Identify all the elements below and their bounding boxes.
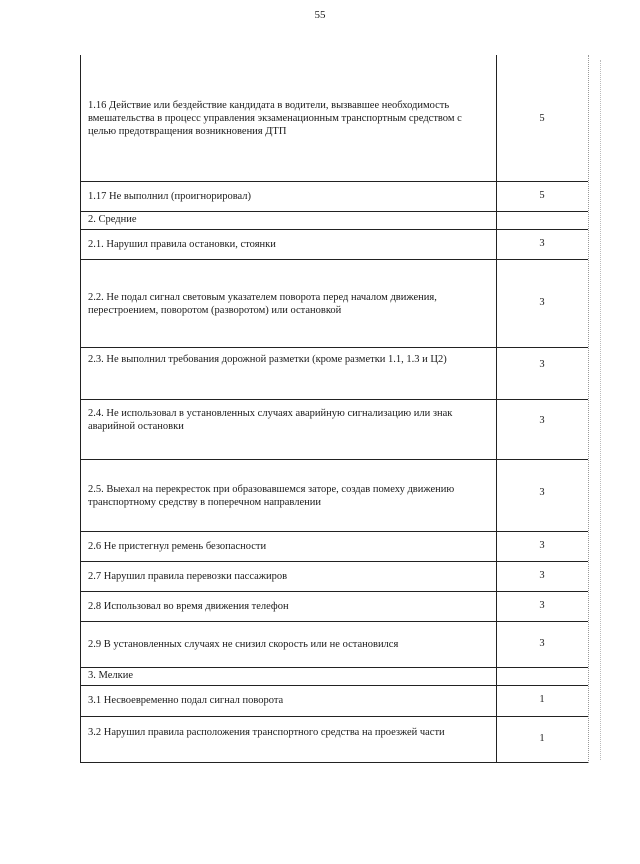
violation-text: 2.2. Не подал сигнал световым указателем поворота перед началом движения, перестроением, поворотом (разворотом) или остановкой xyxy=(88,292,437,316)
penalty-score: 3 xyxy=(539,238,545,249)
violation-text: 2.9 В установленных случаях не снизил скорость или не остановился xyxy=(88,639,399,650)
penalty-score: 5 xyxy=(539,190,545,201)
table-row xyxy=(80,531,588,562)
table-row-section xyxy=(80,667,588,686)
penalty-score: 1 xyxy=(539,733,545,744)
table-row xyxy=(80,399,588,460)
penalty-score: 3 xyxy=(539,540,545,551)
table-row xyxy=(80,716,588,763)
violation-text: 1.17 Не выполнил (проигнорировал) xyxy=(88,191,252,202)
section-heading: 2. Средние xyxy=(88,214,137,225)
page-number: 55 xyxy=(314,9,326,21)
table-row xyxy=(80,459,588,532)
penalty-score: 1 xyxy=(539,694,545,705)
violation-text: 1.16 Действие или бездействие кандидата в водители, вызвавшее необходимость вмешательства в процесс управления экзаменационным транспортным средством с целью предотвращения возникновения ДТП xyxy=(88,100,462,137)
table-row xyxy=(80,561,588,592)
table-row-section xyxy=(80,211,588,230)
penalty-score: 3 xyxy=(539,297,545,308)
violation-text: 3.1 Несвоевременно подал сигнал поворота xyxy=(88,695,284,706)
violation-text: 3.2 Нарушил правила расположения транспортного средства на проезжей части xyxy=(88,727,445,738)
violation-text: 2.5. Выехал на перекресток при образовавшемся заторе, создав помеху движению транспортному средству в поперечном направлении xyxy=(88,484,455,508)
section-heading: 3. Мелкие xyxy=(88,670,133,681)
violation-text: 2.7 Нарушил правила перевозки пассажиров xyxy=(88,571,288,582)
violation-text: 2.1. Нарушил правила остановки, стоянки xyxy=(88,239,276,250)
penalty-score: 3 xyxy=(539,570,545,581)
margin-scan-line xyxy=(600,60,601,760)
penalty-score: 3 xyxy=(539,600,545,611)
table-row xyxy=(80,685,588,717)
table-right-border xyxy=(588,55,589,763)
violation-text: 2.8 Использовал во время движения телефон xyxy=(88,601,289,612)
table-row xyxy=(80,259,588,348)
penalty-score: 3 xyxy=(539,638,545,649)
violation-text: 2.4. Не использовал в установленных случаях аварийную сигнализацию или знак аварийной остановки xyxy=(88,408,453,432)
penalty-score: 5 xyxy=(539,113,545,124)
table-row xyxy=(80,621,588,668)
violation-text: 2.3. Не выполнил требования дорожной разметки (кроме разметки 1.1, 1.3 и Ц2) xyxy=(88,354,447,365)
violation-text: 2.6 Не пристегнул ремень безопасности xyxy=(88,541,267,552)
penalty-score: 3 xyxy=(539,487,545,498)
penalty-table xyxy=(80,55,590,763)
table-row xyxy=(80,181,588,212)
table-row xyxy=(80,347,588,400)
table-row xyxy=(80,55,588,182)
penalty-score: 3 xyxy=(539,415,545,426)
penalty-score: 3 xyxy=(539,359,545,370)
table-row xyxy=(80,591,588,622)
table-row xyxy=(80,229,588,260)
